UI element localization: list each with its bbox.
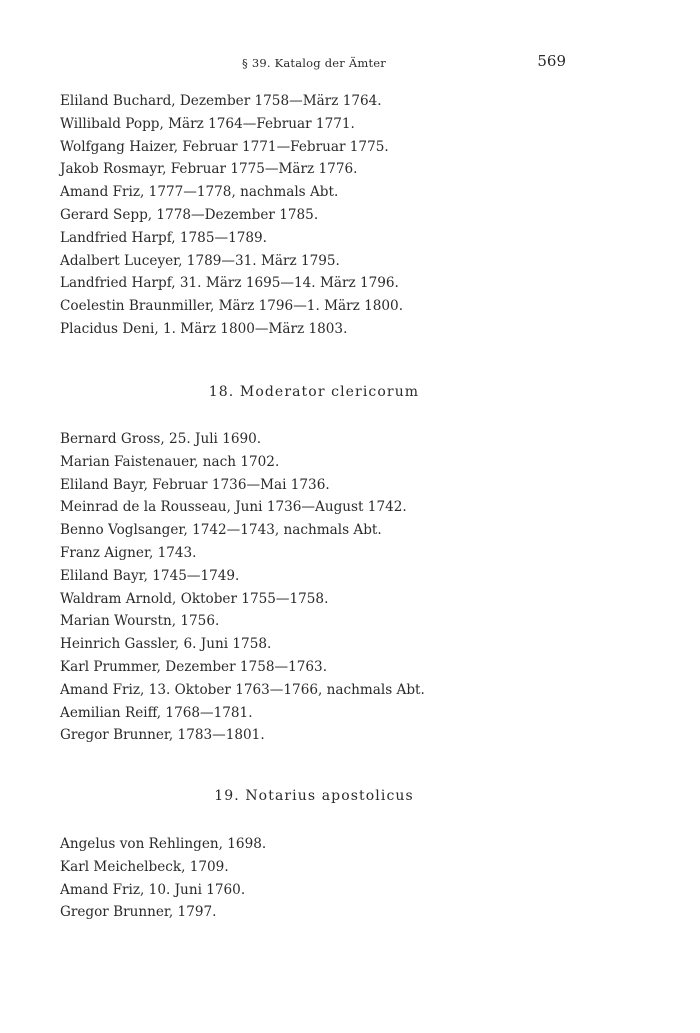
continued-office-list bbox=[60, 90, 620, 341]
list-item: Gregor Brunner, 1797. bbox=[60, 904, 217, 921]
list-item: Benno Voglsanger, 1742—1743, nachmals Abt. bbox=[60, 522, 382, 539]
list-item: Eliland Bayr, Februar 1736—Mai 1736. bbox=[60, 476, 330, 493]
list-item: Wolfgang Haizer, Februar 1771—Februar 1775. bbox=[60, 138, 389, 155]
list-item: Willibald Popp, März 1764—Februar 1771. bbox=[60, 115, 355, 132]
list-item: Waldram Arnold, Oktober 1755—1758. bbox=[60, 590, 329, 607]
list-item: Eliland Bayr, 1745—1749. bbox=[60, 567, 240, 584]
section-heading-notarius-apostolicus: 19. Notarius apostolicus bbox=[214, 788, 414, 804]
list-item: Franz Aigner, 1743. bbox=[60, 544, 197, 561]
running-title: § 39. Katalog der Ämter bbox=[242, 56, 386, 70]
list-item: Amand Friz, 13. Oktober 1763—1766, nachmals Abt. bbox=[60, 681, 425, 698]
list-item: Landfried Harpf, 1785—1789. bbox=[60, 229, 267, 246]
list-item: Amand Friz, 1777—1778, nachmals Abt. bbox=[60, 184, 339, 201]
notarius-apostolicus-list bbox=[60, 833, 620, 924]
moderator-clericorum-list bbox=[60, 428, 620, 747]
list-item: Amand Friz, 10. Juni 1760. bbox=[60, 881, 246, 898]
list-item: Karl Meichelbeck, 1709. bbox=[60, 858, 229, 875]
list-item: Placidus Deni, 1. März 1800—März 1803. bbox=[60, 320, 348, 337]
page-number: 569 bbox=[537, 52, 566, 70]
list-item: Adalbert Luceyer, 1789—31. März 1795. bbox=[60, 252, 340, 269]
list-item: Aemilian Reiff, 1768—1781. bbox=[60, 704, 253, 721]
running-head bbox=[0, 54, 700, 74]
list-item: Marian Faistenauer, nach 1702. bbox=[60, 453, 280, 470]
list-item: Gregor Brunner, 1783—1801. bbox=[60, 727, 265, 744]
list-item: Marian Wourstn, 1756. bbox=[60, 613, 220, 630]
section-heading-moderator-clericorum: 18. Moderator clericorum bbox=[208, 384, 420, 400]
list-item: Meinrad de la Rousseau, Juni 1736—August 1742. bbox=[60, 499, 407, 516]
list-item: Coelestin Braunmiller, März 1796—1. März 1800. bbox=[60, 298, 404, 315]
list-item: Karl Prummer, Dezember 1758—1763. bbox=[60, 658, 328, 675]
list-item: Bernard Gross, 25. Juli 1690. bbox=[60, 431, 262, 447]
list-item: Heinrich Gassler, 6. Juni 1758. bbox=[60, 636, 272, 653]
list-item: Angelus von Rehlingen, 1698. bbox=[60, 836, 267, 852]
list-item: Eliland Buchard, Dezember 1758—März 1764. bbox=[60, 93, 382, 109]
list-item: Landfried Harpf, 31. März 1695—14. März 1796. bbox=[60, 275, 399, 292]
list-item: Jakob Rosmayr, Februar 1775—März 1776. bbox=[60, 161, 358, 178]
list-item: Gerard Sepp, 1778—Dezember 1785. bbox=[60, 206, 319, 223]
